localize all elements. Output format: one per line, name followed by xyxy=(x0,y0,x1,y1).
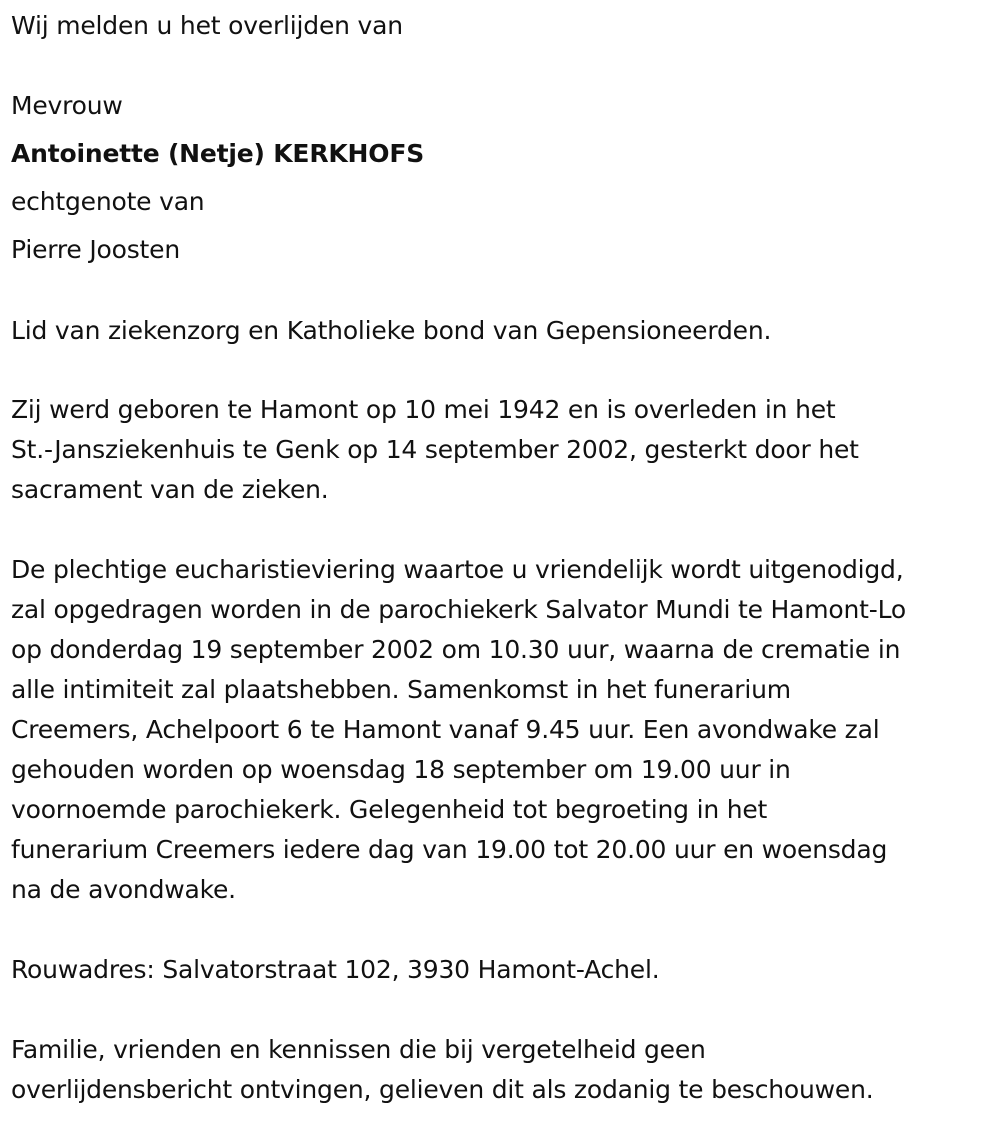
spouse-label: echtgenote van xyxy=(11,187,205,216)
paragraph-line: De plechtige eucharistieviering waartoe u vriendelijk wordt uitgenodigd, xyxy=(11,555,904,584)
paragraph-line: voornoemde parochiekerk. Gelegenheid tot begroeting in het xyxy=(11,795,768,824)
honorific: Mevrouw xyxy=(11,91,123,120)
mourning-address: Rouwadres: Salvatorstraat 102, 3930 Hamont-Achel. xyxy=(11,955,660,984)
ceremony-paragraph xyxy=(11,550,906,910)
paragraph-line: zal opgedragen worden in de parochiekerk Salvator Mundi te Hamont-Lo xyxy=(11,595,906,624)
paragraph-line: na de avondwake. xyxy=(11,875,236,904)
birth-paragraph xyxy=(11,390,859,510)
spouse-name: Pierre Joosten xyxy=(11,235,180,264)
paragraph-line: op donderdag 19 september 2002 om 10.30 uur, waarna de crematie in xyxy=(11,635,901,664)
paragraph-line: overlijdensbericht ontvingen, gelieven dit als zodanig te beschouwen. xyxy=(11,1075,874,1104)
deceased-name: Antoinette (Netje) KERKHOFS xyxy=(11,139,424,168)
membership-text: Lid van ziekenzorg en Katholieke bond van Gepensioneerden. xyxy=(11,316,772,345)
paragraph-line: gehouden worden op woensdag 18 september om 19.00 uur in xyxy=(11,755,791,784)
paragraph-line: alle intimiteit zal plaatshebben. Samenkomst in het funerarium xyxy=(11,675,791,704)
paragraph-line: Creemers, Achelpoort 6 te Hamont vanaf 9.45 uur. Een avondwake zal xyxy=(11,715,880,744)
paragraph-line: funerarium Creemers iedere dag van 19.00 tot 20.00 uur en woensdag xyxy=(11,835,888,864)
intro-text: Wij melden u het overlijden van xyxy=(11,11,403,40)
paragraph-line: St.-Jansziekenhuis te Genk op 14 september 2002, gesterkt door het xyxy=(11,435,859,464)
paragraph-line: sacrament van de zieken. xyxy=(11,475,329,504)
paragraph-line: Zij werd geboren te Hamont op 10 mei 1942 en is overleden in het xyxy=(11,395,836,424)
family-paragraph xyxy=(11,1030,874,1110)
paragraph-line: Familie, vrienden en kennissen die bij vergetelheid geen xyxy=(11,1035,706,1064)
